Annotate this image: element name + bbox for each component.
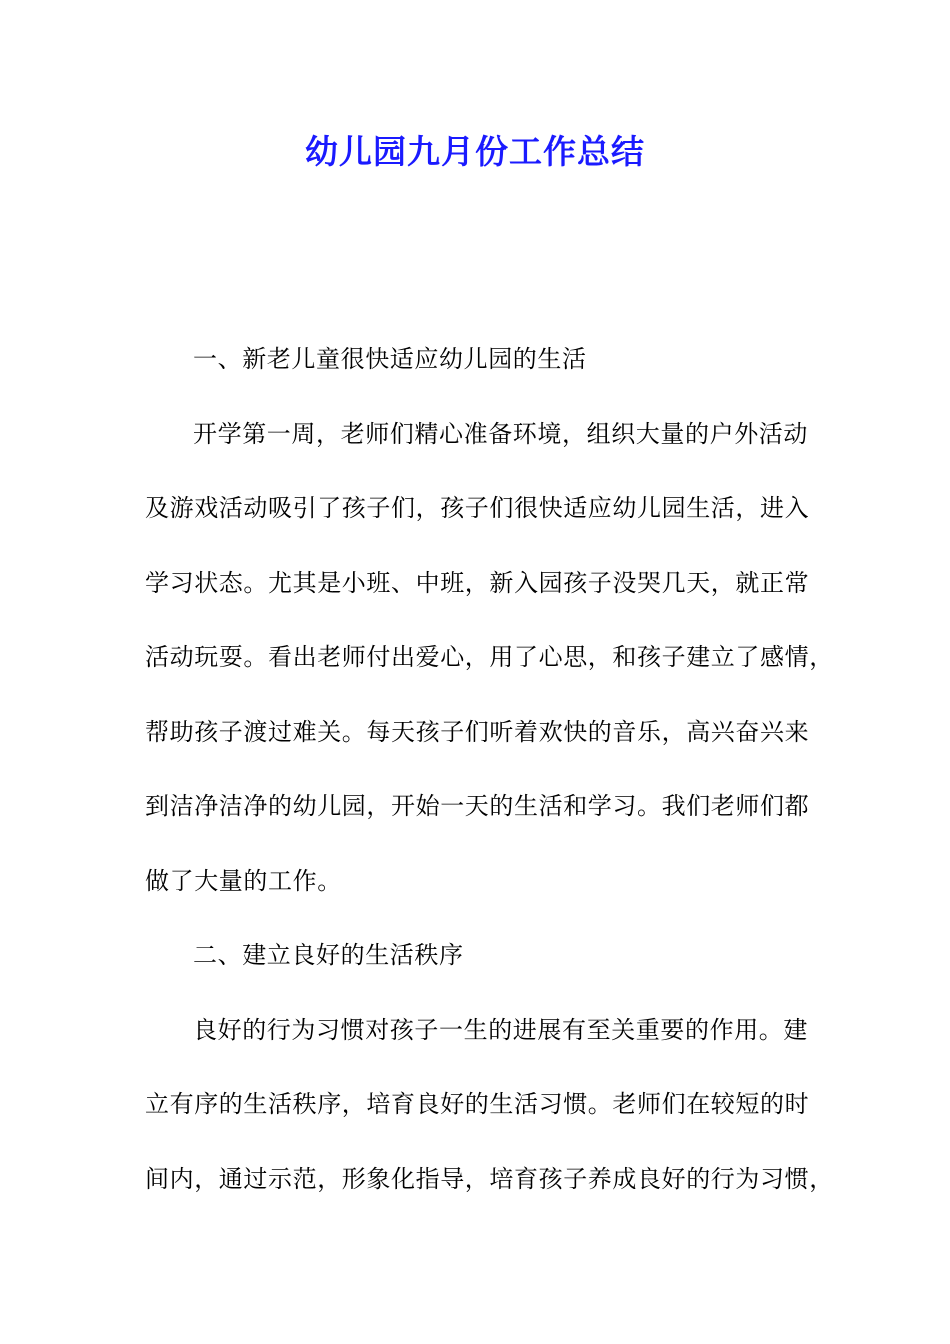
paragraph-line: 做了大量的工作。 — [145, 867, 342, 895]
section-heading-1: 一、新老儿童很快适应幼儿园的生活 — [193, 345, 587, 373]
paragraph-line: 活动玩耍。看出老师付出爱心，用了心思，和孩子建立了感情， — [145, 643, 834, 671]
paragraph-line: 学习状态。尤其是小班、中班，新入园孩子没哭几天，就正常 — [145, 569, 810, 597]
section-heading-2: 二、建立良好的生活秩序 — [193, 941, 464, 969]
paragraph-line: 到洁净洁净的幼儿园，开始一天的生活和学习。我们老师们都 — [145, 792, 810, 820]
paragraph-line: 及游戏活动吸引了孩子们，孩子们很快适应幼儿园生活，进入 — [145, 494, 810, 522]
paragraph-line: 开学第一周，老师们精心准备环境，组织大量的户外活动 — [193, 420, 808, 448]
document-title: 幼儿园九月份工作总结 — [305, 132, 645, 171]
paragraph-line: 良好的行为习惯对孩子一生的进展有至关重要的作用。建 — [193, 1016, 808, 1044]
paragraph-line: 间内，通过示范，形象化指导，培育孩子养成良好的行为习惯， — [145, 1165, 834, 1193]
paragraph-line: 立有序的生活秩序，培育良好的生活习惯。老师们在较短的时 — [145, 1090, 810, 1118]
paragraph-line: 帮助孩子渡过难关。每天孩子们听着欢快的音乐，高兴奋兴来 — [145, 718, 810, 746]
